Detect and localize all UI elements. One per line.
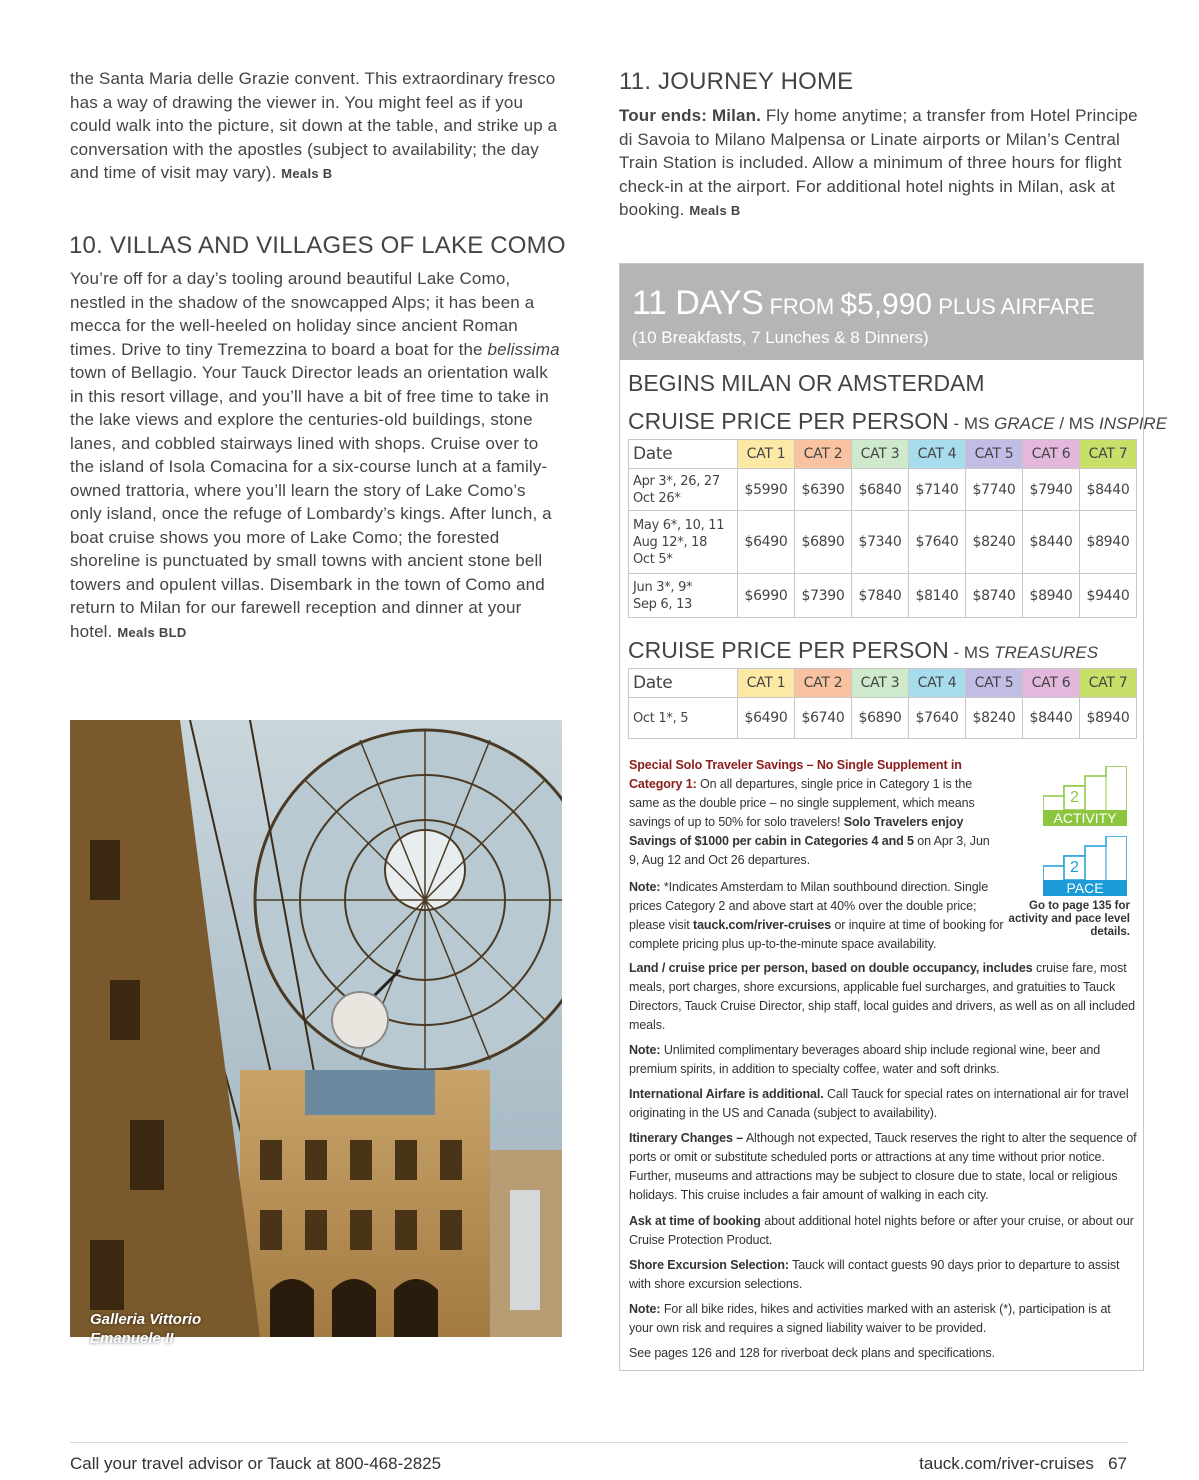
category-header-3: CAT 3 [852, 669, 909, 698]
price-banner [620, 264, 1143, 360]
day11-text [619, 104, 1141, 223]
day10-text [70, 267, 562, 644]
solo-text-2: on Apr 3, Jun 9, Aug 12 and Oct 26 departures. [629, 834, 990, 867]
note1-lead: Note: [629, 880, 661, 894]
price-cat-7: $8940 [1080, 698, 1137, 739]
bike-text: For all bike rides, hikes and activities marked with an asterisk (*), participation is at your own risk and requires a signed liability waiver to be provided. [629, 1302, 1111, 1335]
price-cat-5: $8740 [966, 574, 1023, 618]
day9-text-continued [70, 67, 562, 186]
price-cat-6: $7940 [1023, 469, 1080, 511]
banner-from: FROM [769, 294, 835, 319]
price-cat-2: $6390 [795, 469, 852, 511]
activity-level-icon [1043, 766, 1127, 826]
table1-heading [628, 408, 1167, 435]
beverages-lead: Note: [629, 1043, 661, 1057]
price-cat-6: $8940 [1023, 574, 1080, 618]
bike-note [629, 1300, 1137, 1338]
table-header-row [629, 440, 1137, 469]
price-cat-2: $6740 [795, 698, 852, 739]
solo-text-1: On all departures, single price in Category 1 is the same as the double price – no single supplement, which means savings of up to 50% for solo travelers! [629, 777, 975, 829]
category-header-5: CAT 5 [966, 440, 1023, 469]
category-header-3: CAT 3 [852, 440, 909, 469]
itinerary-text: Although not expected, Tauck reserves the right to alter the sequence of ports or omit or substitute scheduled ports or attractions at any time without prior notice. Further, museums and attractions may be subject to closure due to state, local or religious holidays. This cruise includes a fair amount of walking in each city. [629, 1131, 1137, 1202]
price-row [629, 511, 1137, 574]
price-cat-3: $6890 [852, 698, 909, 739]
price-cat-4: $7640 [909, 511, 966, 574]
banner-plus-airfare: PLUS AIRFARE [938, 294, 1095, 319]
footer-divider [70, 1442, 1128, 1443]
booking-text: about additional hotel nights before or after your cruise, or about our Cruise Protection Product. [629, 1214, 1134, 1247]
footer-phone: Call your travel advisor or Tauck at 800-468-2825 [70, 1454, 442, 1473]
page-number: 67 [1108, 1454, 1127, 1473]
price-cat-7: $9440 [1080, 574, 1137, 618]
beverages-text: Unlimited complimentary beverages aboard ship include regional wine, beer and premium spirits, in addition to specialty coffee, water and soft drinks. [629, 1043, 1101, 1076]
price-cat-3: $7340 [852, 511, 909, 574]
activity-level-label: ACTIVITY [1053, 810, 1117, 826]
price-cat-4: $7640 [909, 698, 966, 739]
date-header: Date [629, 669, 738, 698]
price-cat-4: $8140 [909, 574, 966, 618]
day10-meals: Meals BLD [117, 624, 187, 640]
day10-text-b: town of Bellagio. Your Tauck Director leads an orientation walk in this resort village, and you’ll have a bit of free time to take in the lake views and explore the centuries-old buildings, stone lanes, and cobbled stairways lined with shops. Cruise over to the island of Isola Comacina for a six-course lunch at a family-owned trattoria, where you’ll learn the story of Lake Como’s only island, once the refuge of Lombardy’s kings. After lunch, a boat cruise shows you more of Lake Como; the forested shoreline is punctuated by small towns with ancient stone bell towers and opulent villas. Disembark in the town of Como and return to Milan for our farewell reception and dinner at your hotel. [70, 363, 552, 641]
photo-caption-line2: Emanuele II [90, 1330, 174, 1347]
banner-days: 11 DAYS [632, 284, 764, 322]
departure-date-line: Oct 1*, 5 [633, 710, 689, 726]
footer-right [919, 1454, 1127, 1474]
begins-heading: BEGINS MILAN OR AMSTERDAM [628, 370, 985, 396]
table2-dash: - [948, 643, 964, 662]
category-header-1: CAT 1 [738, 440, 795, 469]
price-cat-4: $7140 [909, 469, 966, 511]
departure-date-line: Apr 3*, 26, 27 [633, 473, 720, 489]
banner-title [632, 284, 1095, 323]
price-cat-1: $5990 [738, 469, 795, 511]
departure-dates [629, 469, 738, 511]
category-header-4: CAT 4 [909, 440, 966, 469]
price-cat-7: $8940 [1080, 511, 1137, 574]
table2-ms: MS [963, 643, 995, 662]
pace-level-icon [1043, 836, 1127, 896]
booking-note [629, 1212, 1137, 1250]
day11-body: Fly home anytime; a transfer from Hotel Principe di Savoia to Milano Malpensa or Linate airports or Milan’s Central Train Station is included. Allow a minimum of three hours for flight check-in at the airport. For additional hotel nights in Milan, ask at booking. [619, 106, 1138, 219]
departure-date-line: Aug 12*, 18 [633, 534, 708, 550]
price-table-treasures [628, 668, 1137, 739]
beverages-note [629, 1041, 1137, 1079]
table1-sep: / MS [1054, 414, 1100, 433]
table1-ship-inspire: INSPIRE [1099, 414, 1168, 433]
includes-lead: Land / cruise price per person, based on double occupancy, includes [629, 961, 1033, 975]
day11-lead: Tour ends: Milan. [619, 106, 762, 125]
price-row [629, 698, 1137, 739]
galleria-photo [70, 720, 562, 1337]
category-header-7: CAT 7 [1080, 669, 1137, 698]
pace-level-label: PACE [1066, 880, 1104, 896]
price-cat-6: $8440 [1023, 511, 1080, 574]
category-header-2: CAT 2 [795, 440, 852, 469]
price-cat-5: $7740 [966, 469, 1023, 511]
price-cat-1: $6490 [738, 511, 795, 574]
price-cat-2: $6890 [795, 511, 852, 574]
photo-caption [90, 1310, 201, 1348]
footer-site[interactable]: tauck.com/river-cruises [919, 1454, 1094, 1473]
departure-date-line: May 6*, 10, 11 [633, 517, 725, 533]
departure-date-line: Jun 3*, 9* [633, 579, 693, 595]
day11-meals: Meals B [689, 203, 741, 218]
price-cat-1: $6490 [738, 698, 795, 739]
note-amsterdam [629, 878, 1004, 954]
note1-link[interactable]: tauck.com/river-cruises [693, 918, 832, 932]
departure-date-line: Oct 26* [633, 490, 681, 506]
day10-text-em: belissima [487, 339, 560, 359]
includes-text: cruise fare, most meals, port charges, shore excursions, applicable fuel surcharges, and gratuities to Tauck Directors, Tauck Cruise Director, ship staff, local guides and drivers, as well as on all included meals. [629, 961, 1135, 1032]
activity-pace-note: Go to page 135 for activity and pace level details. [1008, 900, 1130, 938]
airfare-text: Call Tauck for special rates on international air for travel originating in the US and Canada (subject to availability). [629, 1087, 1129, 1120]
price-row [629, 469, 1137, 511]
solo-bold: Solo Travelers enjoy Savings of $1000 per cabin in Categories 4 and 5 [629, 815, 964, 848]
departure-dates [629, 574, 738, 618]
price-cat-3: $6840 [852, 469, 909, 511]
table1-title: CRUISE PRICE PER PERSON [628, 408, 949, 434]
table-header-row [629, 669, 1137, 698]
airfare-lead: International Airfare is additional. [629, 1087, 824, 1101]
deck-plans-note: See pages 126 and 128 for riverboat deck plans and specifications. [629, 1346, 995, 1360]
table1-dash: - [948, 414, 964, 433]
itinerary-note [629, 1129, 1137, 1205]
category-header-6: CAT 6 [1023, 669, 1080, 698]
price-cat-6: $8440 [1023, 698, 1080, 739]
note1-text-a: *Indicates Amsterdam to Milan southbound direction. Single prices Category 2 and above start at 40% over the double price; please visit [629, 880, 989, 932]
departure-date-line: Sep 6, 13 [633, 596, 693, 612]
price-box [619, 263, 1168, 1371]
includes-note [629, 959, 1137, 1035]
price-cat-7: $8440 [1080, 469, 1137, 511]
table2-heading [628, 637, 1098, 664]
departure-date-line: Oct 5* [633, 551, 673, 567]
day10-heading: 10. VILLAS AND VILLAGES OF LAKE COMO [69, 232, 566, 259]
pace-level-number: 2 [1070, 859, 1079, 876]
note1-text-b: or inquire at time of booking for complete pricing plus up-to-the-minute space availability. [629, 918, 1004, 951]
category-header-1: CAT 1 [738, 669, 795, 698]
activity-level-number: 2 [1070, 789, 1079, 806]
category-header-7: CAT 7 [1080, 440, 1137, 469]
bike-lead: Note: [629, 1302, 661, 1316]
price-cat-5: $8240 [966, 511, 1023, 574]
category-header-5: CAT 5 [966, 669, 1023, 698]
table2-title: CRUISE PRICE PER PERSON [628, 637, 949, 663]
shore-lead: Shore Excursion Selection: [629, 1258, 789, 1272]
day11-heading: 11. JOURNEY HOME [619, 68, 854, 95]
price-cat-3: $7840 [852, 574, 909, 618]
banner-price: $5,990 [840, 288, 933, 321]
banner-meals: (10 Breakfasts, 7 Lunches & 8 Dinners) [632, 328, 929, 347]
airfare-note [629, 1085, 1137, 1123]
departure-dates [629, 511, 738, 574]
table2-ship-treasures: TREASURES [994, 643, 1099, 662]
itinerary-lead: Itinerary Changes – [629, 1131, 744, 1145]
departure-dates [629, 698, 738, 739]
day10-text-a: You’re off for a day’s tooling around beautiful Lake Como, nestled in the shadow of the snowcapped Alps; it has been a mecca for the well-heeled on holiday since ancient Roman times. Drive to tiny Tremezzina to board a boat for the [70, 269, 535, 359]
solo-red-2: in Category 1: [629, 758, 962, 791]
shore-excursion-note [629, 1256, 1137, 1294]
table1-ms: MS [963, 414, 995, 433]
solo-savings [629, 756, 999, 870]
solo-red-1: Special Solo Traveler Savings – No Single Supplement [629, 758, 948, 772]
category-header-2: CAT 2 [795, 669, 852, 698]
day9-text: the Santa Maria delle Grazie convent. This extraordinary fresco has a way of drawing the viewer in. You might feel as if you could walk into the picture, sit down at the table, and strike up a conversation with the apostles (subject to availability; the day and time of visit may vary). [70, 69, 558, 182]
category-header-4: CAT 4 [909, 669, 966, 698]
photo-caption-line1: Galleria Vittorio [90, 1311, 202, 1328]
price-row [629, 574, 1137, 618]
price-cat-1: $6990 [738, 574, 795, 618]
date-header: Date [629, 440, 738, 469]
shore-text: Tauck will contact guests 90 days prior to departure to assist with shore excursion selections. [629, 1258, 1120, 1291]
category-header-6: CAT 6 [1023, 440, 1080, 469]
table1-ship-grace: GRACE [994, 414, 1055, 433]
booking-lead: Ask at time of booking [629, 1214, 761, 1228]
price-cat-5: $8240 [966, 698, 1023, 739]
price-cat-2: $7390 [795, 574, 852, 618]
price-table-grace-inspire [628, 439, 1137, 618]
day9-meals: Meals B [281, 166, 333, 181]
